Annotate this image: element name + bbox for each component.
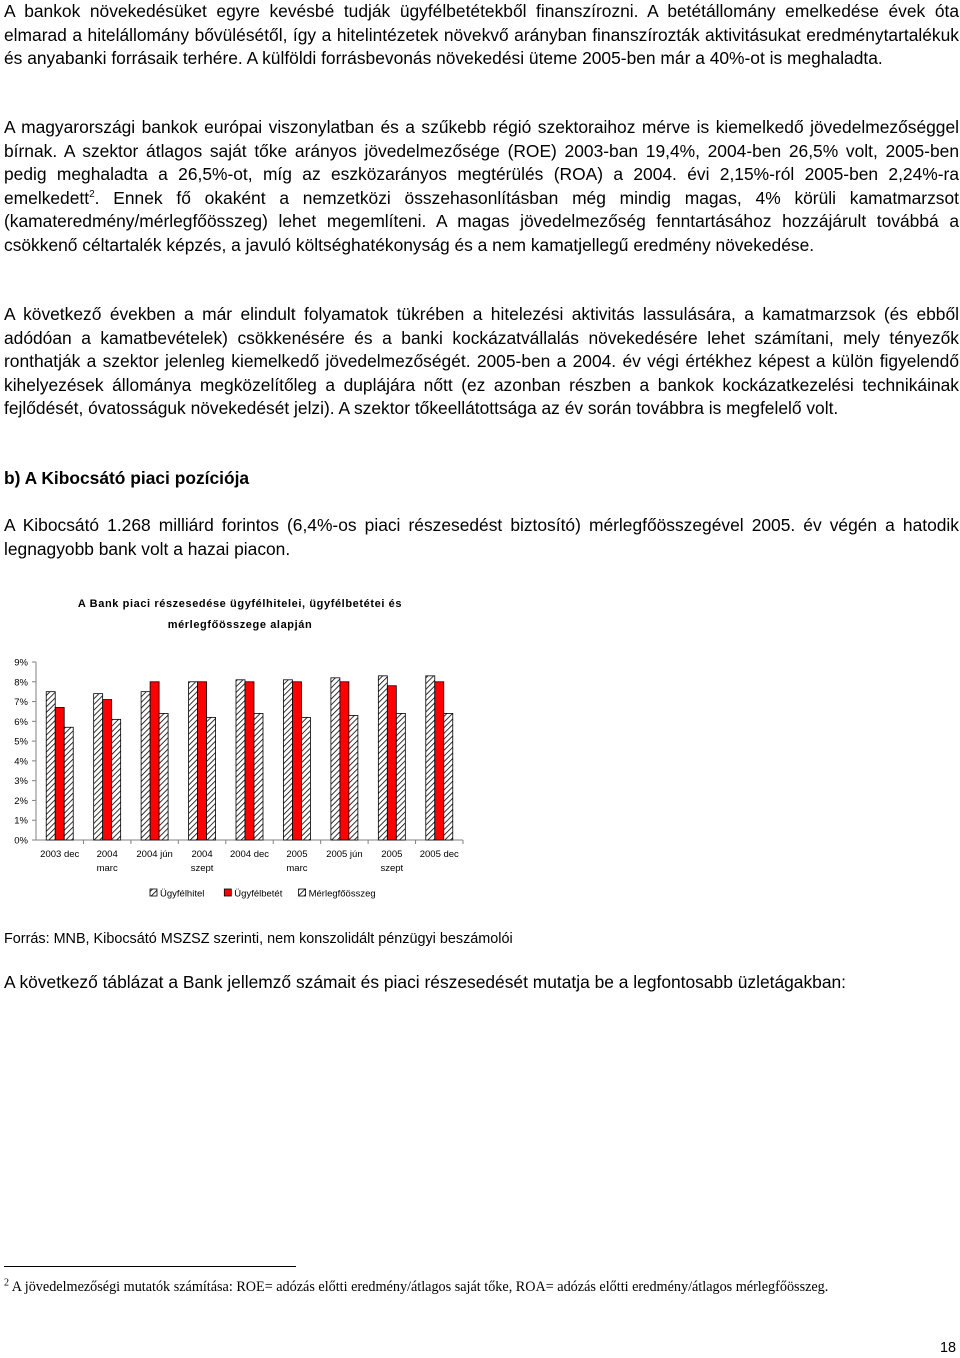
x-tick-label: 2005 dec — [419, 849, 459, 860]
bar — [46, 692, 55, 840]
section-heading: b) A Kibocsátó piaci pozíciója — [4, 468, 250, 488]
chart-title-line2: mérlegfőösszege alapján — [167, 619, 313, 631]
paragraph-funding: A bankok növekedésüket egyre kevésbé tudják ügyfélbetétekből finanszírozni. A betétállomány emelkedése évek óta elmarad a hitelállomány bővülésétől, így a hitelintézetek növekvő arányban finanszírozták aktivitásukat eredménytartalékuk és anyabanki forrásaik terhére. A külföldi forrásbevonás növekedési üteme 2005-ben már a 40%-ot is meghaladta. — [4, 1, 959, 69]
bar — [283, 680, 292, 840]
bar — [349, 715, 358, 840]
bar — [207, 717, 216, 840]
paragraph-table-intro: A következő táblázat a Bank jellemző számait és piaci részesedését mutatja be a legfontosabb üzletágakban: — [4, 972, 847, 992]
legend-label: Ügyfélhitel — [160, 888, 205, 900]
bar — [396, 713, 405, 840]
x-tick-label: 2005 — [286, 849, 308, 860]
paragraph-profitability — [4, 116, 959, 258]
x-tick-label: szept — [190, 863, 214, 874]
bar — [198, 682, 207, 840]
x-tick-label: 2005 jún — [326, 849, 363, 860]
footnote — [4, 1279, 828, 1296]
bar — [435, 682, 444, 840]
paragraph-outlook: A következő években a már elindult folyamatok tükrében a hitelezési aktivitás lassulására, a kamatmarzsok (és ebből adódóan a kamatbevételek) csökkenésére és a banki kockázatvállalás növekedésére lehet számítani, mely tényezők ronthatják a szektor jelenleg kiemelkedő jövedelmezőségét. 2005-ben a 2004. év végi értékhez képest a külön figyelendő kihelyezések állománya megközelítőleg a duplájára nőtt (ez azonban részben a bankok kockázatkezelési technikáinak fejlődését, óvatosságuk növekedését jelzi). A szektor tőkeellátottsága az év során továbbra is megfelelő volt. — [4, 304, 959, 419]
y-tick-label: 4% — [14, 756, 28, 768]
x-tick-label: szept — [380, 863, 404, 874]
bar — [150, 682, 159, 840]
footnote-text: A jövedelmezőségi mutatók számítása: ROE= adózás előtti eredmény/átlagos saját tőke, ROA= adózás előtti eredmény/átlagos mérlegfőösszeg. — [9, 1279, 829, 1295]
footnote-divider — [4, 1266, 296, 1267]
bar — [236, 680, 245, 840]
x-tick-label: 2003 dec — [40, 849, 80, 860]
bar — [159, 713, 168, 840]
bar — [94, 694, 103, 840]
page-number: 18 — [939, 1340, 956, 1356]
footnote-number: 2 — [4, 1277, 9, 1289]
bar — [301, 717, 310, 840]
bar — [141, 692, 150, 840]
bar — [103, 700, 112, 840]
y-tick-label: 2% — [14, 795, 28, 807]
legend-swatch — [150, 889, 157, 896]
y-tick-label: 7% — [14, 697, 28, 709]
paragraph-market-position: A Kibocsátó 1.268 milliárd forintos (6,4%-os piaci részesedést biztosító) mérlegfőösszegével 2005. év végén a hatodik legnagyobb bank volt a hazai piacon. — [4, 515, 959, 559]
y-tick-label: 6% — [14, 716, 28, 728]
bar — [387, 686, 396, 840]
paragraph-profitability-part2: . Ennek fő okaként a nemzetközi összehasonlításban még mindig magas, 4% körüli kamatmarzsot (kamateredmény/mérlegfőösszeg) lehet megemlíteni. A magas jövedelmezőség fenntartásához hozzájárult továbbá a csökkenő céltartalék képzés, a javuló költséghatékonyság és a nem kamatjellegű eredmény növekedése. — [4, 187, 959, 255]
footnote-reference: 2 — [89, 188, 95, 200]
bar — [340, 682, 349, 840]
paragraph-profitability-part1: A magyarországi bankok európai viszonylatban és a szűkebb régió szektoraihoz mérve is kiemelkedő jövedelmezőséggel bírnak. A szektor átlagos saját tőke arányos jövedelmezősége (ROE) 2003-ban 19,4%, 2004-ben 26,5% volt, 2005-ben pedig meghaladta a 26,5%-ot, míg az eszközarányos megtérülés (ROA) a 2004. évi 2,15%-ról 2005-ben 2,24%-ra emelkedett — [4, 117, 959, 208]
y-tick-label: 9% — [14, 657, 28, 669]
bar — [245, 682, 254, 840]
y-tick-label: 8% — [14, 677, 28, 689]
x-tick-label: marc — [96, 863, 118, 874]
y-tick-label: 3% — [14, 776, 28, 788]
bar — [331, 678, 340, 840]
x-tick-label: 2004 — [191, 849, 213, 860]
x-tick-label: 2004 jún — [136, 849, 173, 860]
y-tick-label: 5% — [14, 736, 28, 748]
chart-title-line1: A Bank piaci részesedése ügyfélhitelei, ügyfélbetétei és — [77, 598, 403, 610]
y-tick-label: 0% — [14, 835, 28, 847]
bar — [55, 707, 64, 840]
market-share-chart — [0, 645, 480, 910]
legend-swatch — [299, 889, 306, 896]
legend-label: Mérlegfőösszeg — [308, 888, 376, 900]
bar — [292, 682, 301, 840]
legend-label: Ügyfélbetét — [234, 888, 283, 900]
bar — [189, 682, 198, 840]
source-note: Forrás: MNB, Kibocsátó MSZSZ szerinti, nem konszolidált pénzügyi beszámolói — [4, 931, 513, 947]
bar — [378, 676, 387, 840]
chart-title — [40, 594, 440, 636]
x-tick-label: 2004 — [96, 849, 118, 860]
bar — [254, 713, 263, 840]
x-tick-label: 2004 dec — [229, 849, 270, 860]
bar — [426, 676, 435, 840]
bar — [444, 713, 453, 840]
bar — [112, 719, 121, 840]
y-tick-label: 1% — [14, 815, 28, 827]
x-tick-label: 2005 — [381, 849, 403, 860]
x-tick-label: marc — [286, 863, 308, 874]
bar — [64, 727, 73, 840]
legend-swatch — [224, 889, 231, 896]
